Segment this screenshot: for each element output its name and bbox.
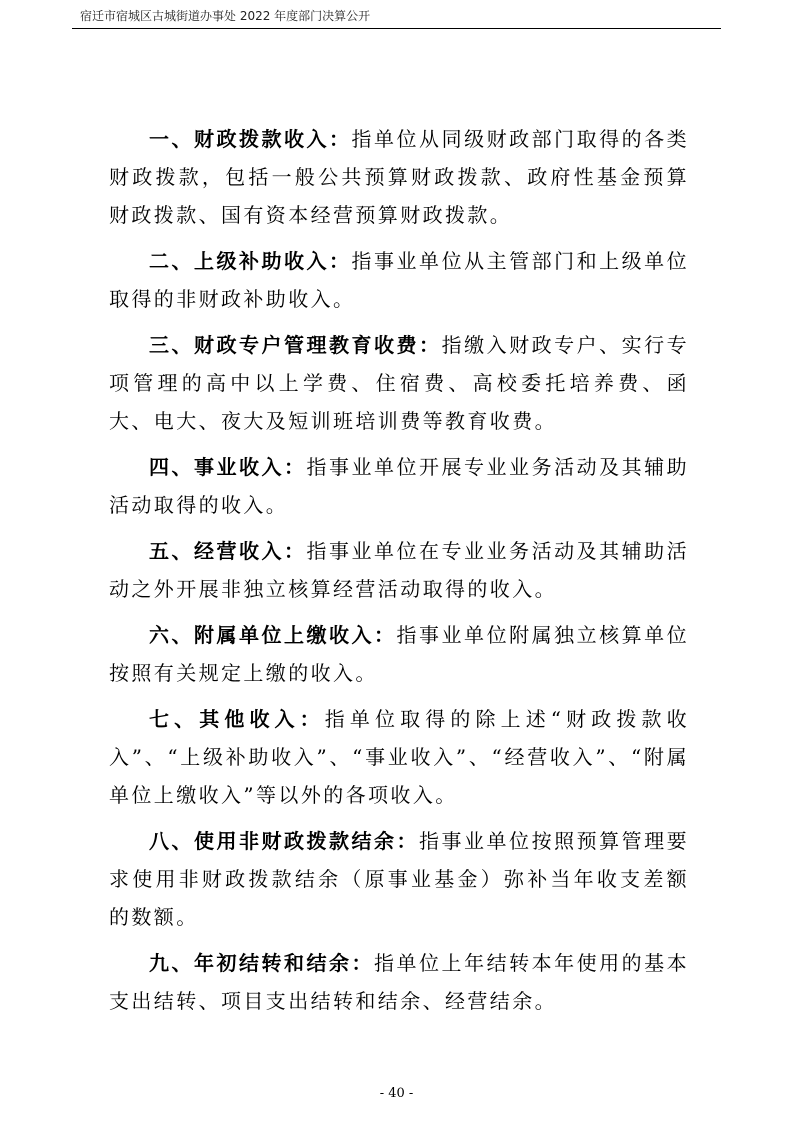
header-rule bbox=[72, 28, 721, 29]
definition-paragraph bbox=[109, 616, 689, 692]
definition-text: 指缴入财政专户、实行专项管理的高中以上学费、住宿费、高校委托培养费、函大、电大、夜大及短训班培训费等教育收费。 bbox=[109, 333, 690, 433]
definition-text: 指单位取得的除上述“财政拨款收入”、“上级补助收入”、“事业收入”、“经营收入”、“附属单位上缴收入”等以外的各项收入。 bbox=[109, 707, 689, 807]
definition-term: 二、上级补助收入： bbox=[149, 249, 352, 273]
definition-paragraph bbox=[109, 532, 689, 608]
definition-term: 三、财政专户管理教育收费： bbox=[149, 333, 442, 357]
page-header: 宿迁市宿城区古城街道办事处 2022 年度部门决算公开 bbox=[80, 9, 371, 23]
definition-text: 指事业单位按照预算管理要求使用非财政拨款结余（原事业基金）弥补当年收支差额的数额。 bbox=[109, 829, 689, 929]
definition-term: 九、年初结转和结余： bbox=[149, 951, 375, 975]
definition-term: 五、经营收入： bbox=[149, 539, 307, 563]
definition-text: 指事业单位在专业业务活动及其辅助活动之外开展非独立核算经营活动取得的收入。 bbox=[109, 539, 689, 601]
definition-term: 四、事业收入： bbox=[149, 455, 307, 479]
definition-term: 八、使用非财政拨款结余： bbox=[149, 829, 420, 853]
definition-term: 六、附属单位上缴收入： bbox=[149, 623, 397, 647]
body-text bbox=[109, 120, 689, 1028]
definition-paragraph bbox=[109, 944, 689, 1020]
definition-text: 指单位从同级财政部门取得的各类财政拨款，包括一般公共预算财政拨款、政府性基金预算财政拨款、国有资本经营预算财政拨款。 bbox=[109, 127, 690, 227]
definition-term: 七、其他收入： bbox=[149, 707, 325, 731]
definition-paragraph bbox=[109, 822, 689, 936]
definition-term: 一、财政拨款收入： bbox=[149, 127, 352, 151]
definition-text: 指事业单位从主管部门和上级单位取得的非财政补助收入。 bbox=[109, 249, 690, 311]
definition-text: 指事业单位附属独立核算单位按照有关规定上缴的收入。 bbox=[109, 623, 689, 685]
definition-paragraph bbox=[109, 448, 689, 524]
definition-paragraph bbox=[109, 242, 689, 318]
page-number: - 40 - bbox=[379, 1086, 414, 1101]
definition-paragraph bbox=[109, 700, 689, 814]
definition-text: 指事业单位开展专业业务活动及其辅助活动取得的收入。 bbox=[109, 455, 689, 517]
definition-paragraph bbox=[109, 326, 689, 440]
definition-text: 指单位上年结转本年使用的基本支出结转、项目支出结转和结余、经营结余。 bbox=[109, 951, 689, 1013]
definition-paragraph bbox=[109, 120, 689, 234]
